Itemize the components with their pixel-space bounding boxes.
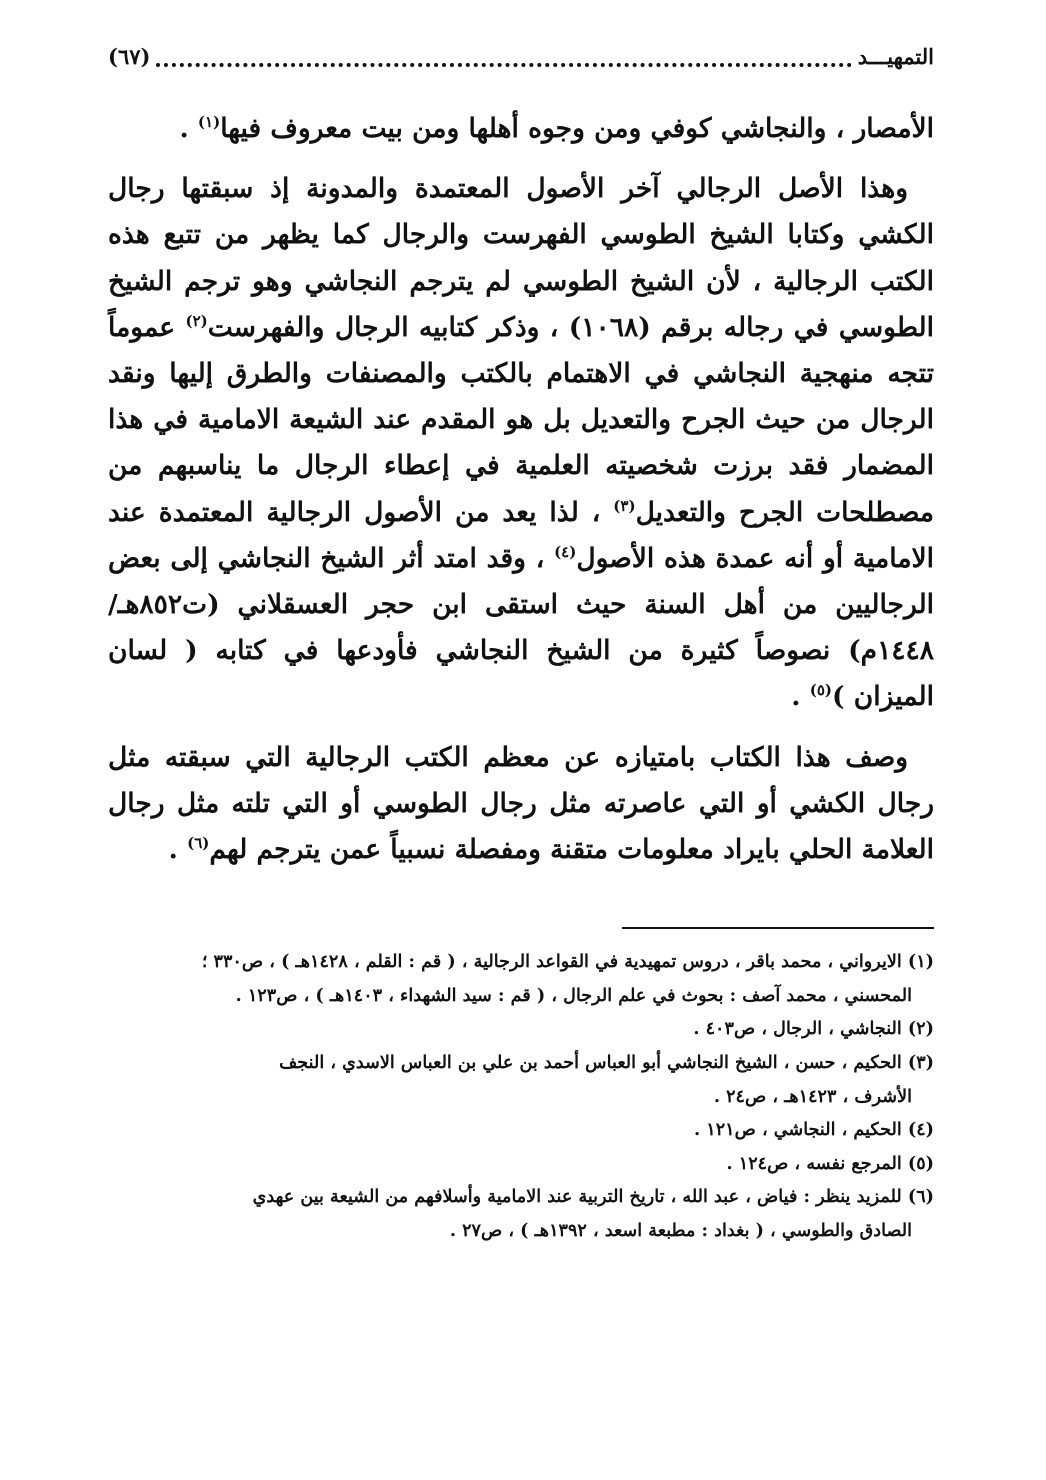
footnotes (108, 945, 934, 1247)
paragraph (108, 166, 934, 720)
footnote-entry: (٢) النجاشي ، الرجال ، ص٤٠٣ . (693, 1018, 934, 1040)
book-page (108, 36, 934, 1450)
paragraph (108, 735, 934, 874)
main-text (108, 106, 934, 873)
footnote-continuation: الصادق والطوسي ، ( بغداد : مطبعة اسعد ، ١٣٩٢هـ ) ، ص٢٧ . (449, 1220, 912, 1241)
footnote-continuation: الأشرف ، ١٤٢٣هـ ، ص٢٤ . (713, 1085, 912, 1107)
paragraph-text: ، وقد امتد أثر الشيخ النجاشي إلى بعض الرجاليين من أهل السنة حيث استقى ابن حجر العسقلاني (ت٨٥٢هـ/١٤٤٨م) نصوصاً كثيرة من الشيخ النجاشي فأودعها في كتابه ( لسان الميزان ) (108, 542, 934, 713)
paragraph-text: وصف هذا الكتاب بامتيازه عن معظم الكتب الرجالية التي سبقته مثل رجال الكشي أو التي عاصرته مثل رجال الطوسي أو التي تلته مثل رجال العلامة الحلي بايراد معلومات متقنة ومفصلة نسبياً عمن يترجم لهم (108, 741, 934, 866)
paragraph-text: . (168, 834, 188, 866)
footnote-reference[interactable]: (٣) (613, 496, 636, 515)
paragraph-text: ، لذا يعد من الأصول الرجالية المعتمدة عند الامامية أو أنه عمدة هذه الأصول (108, 496, 934, 574)
paragraph-text: عموماً تتجه منهجية النجاشي في الاهتمام بالكتب والمصنفات والطرق إليها ونقد الرجال من حيث الجرح والتعديل بل هو المقدم عند الشيعة الامامية في هذا المضمار فقد برزت شخصيته العلمية في إعطاء الرجال ما يناسبهم من مصطلحات الجرح والتعديل (108, 311, 934, 528)
paragraph-text: . (791, 681, 810, 713)
footnote-entry: (١) الايرواني ، محمد باقر ، دروس تمهيدية في القواعد الرجالية ، ( قم : القلم ، ١٤٢٨هـ ) ، ص٣٣٠ ؛ (201, 951, 934, 973)
header-dot-leader (156, 57, 851, 67)
footnote-entry: (٤) الحكيم ، النجاشي ، ص١٢١ . (693, 1119, 934, 1141)
paragraph (108, 106, 934, 152)
paragraph-text: . (179, 113, 198, 144)
page-number: (٦٧) (108, 43, 151, 69)
paragraph-text: وهذا الأصل الرجالي آخر الأصول المعتمدة والمدونة إذ سبقتها رجال الكشي وكتابا الشيخ الطوسي الفهرست والرجال كما يظهر من تتبع هذه الكتب الرجالية ، لأن الشيخ الطوسي لم يترجم النجاشي وهو ترجم الشيخ الطوسي في رجاله برقم (١٠٦٨) ، وذكر كتابيه الرجال والفهرست (108, 173, 934, 343)
footnote-entry: (٣) الحكيم ، حسن ، الشيخ النجاشي أبو العباس أحمد بن علي بن العباس الاسدي ، النجف (279, 1052, 934, 1074)
footnote-separator-wrap (108, 887, 934, 929)
footnote-entry: (٥) المرجع نفسه ، ص١٢٤ . (726, 1152, 934, 1174)
footnote-reference[interactable]: (١) (197, 113, 221, 132)
footnote-reference[interactable]: (٦) (187, 834, 210, 853)
footnote-entry: (٦) للمزيد ينظر : فياض ، عبد الله ، تاريخ التربية عند الامامية وأسلافهم من الشيعة بين عهدي (252, 1186, 934, 1208)
paragraph-text: الأمصار ، والنجاشي كوفي ومن وجوه أهلها ومن بيت معروف فيها (220, 113, 934, 144)
footnote-reference[interactable]: (٥) (809, 681, 833, 700)
footnote-continuation: المحسني ، محمد آصف : بحوث في علم الرجال ، ( قم : سيد الشهداء ، ١٤٠٣هـ ) ، ص١٢٣ . (235, 984, 912, 1006)
header-title: التمهيـــد (857, 43, 934, 69)
footnote-reference[interactable]: (٤) (554, 543, 577, 561)
running-header (108, 36, 934, 76)
footnote-reference[interactable]: (٢) (185, 311, 208, 330)
footnote-separator (622, 927, 934, 929)
